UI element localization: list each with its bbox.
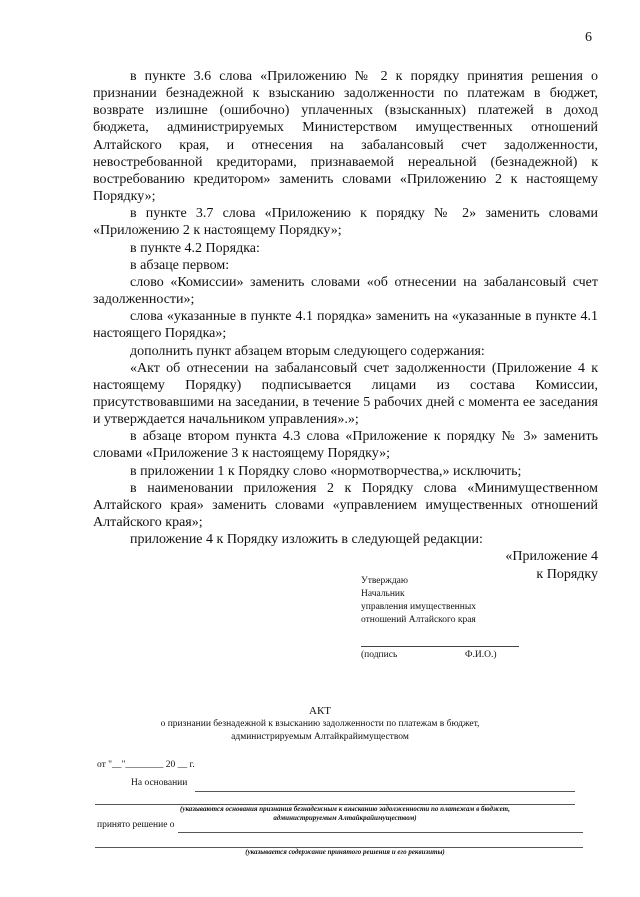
basis-note-line: администрируемым Алтайкрайимуществом)	[273, 814, 417, 822]
page-number: 6	[585, 30, 592, 45]
approval-line: Начальник	[361, 589, 405, 599]
basis-label: На основании	[131, 778, 188, 788]
date-line: от "__"________ 20 __ г.	[97, 760, 195, 770]
paragraph: в пункте 3.6 слова «Приложению № 2 к порядку принятия решения о признании безнадежной к взысканию задолженности по платежам в бюджет, возврате излишне (ошибочно) уплаченных (взысканных) платежей в доход бюджета, администрируемых Министерством имущественных отношений Алтайского края, и отнесения на забалансовый счет задолженности, невостребованной кредиторами, признаваемой нереальной (безнадежной) к востребованию кредитором» заменить словами «Приложению 2 к настоящему Порядку»;	[93, 69, 598, 205]
paragraph: приложение 4 к Порядку изложить в следующей редакции:	[130, 532, 483, 548]
paragraph: в пункте 3.7 слова «Приложению к порядку № 2» заменить словами «Приложению 2 к настоящему Порядку»;	[93, 206, 598, 239]
act-subtitle-line: администрируемым Алтайкрайимуществом	[231, 732, 409, 742]
paragraph: слово «Комиссии» заменить словами «об отнесении на забалансовый счет задолженности»;	[93, 274, 598, 308]
approval-line: отношений Алтайского края	[361, 615, 476, 625]
paragraph: в абзаце втором пункта 4.3 слова «Приложение к порядку № 3» заменить словами «Приложение 3 к настоящему Порядку»;	[93, 429, 598, 462]
fio-label: Ф.И.О.)	[465, 650, 497, 660]
appendix-ref-line2: к Порядку	[536, 566, 598, 582]
signature-line	[361, 646, 519, 660]
decision-note: (указывается содержание принятого решения и его реквизиты)	[245, 848, 445, 856]
decision-blank-line	[178, 832, 583, 833]
paragraph: в пункте 4.2 Порядка:	[130, 240, 260, 256]
appendix-ref-line1: «Приложение 4	[505, 549, 598, 565]
decision-label: принято решение о	[97, 820, 175, 830]
paragraph: слова «указанные в пункте 4.1 порядка» заменить на «указанные в пункте 4.1 настоящего Порядка»;	[93, 309, 598, 342]
act-subtitle	[100, 718, 540, 744]
basis-note-line: (указываются основания признания безнадежным к взысканию задолженности по платежам в бюджет,	[180, 805, 510, 813]
paragraph: «Акт об отнесении на забалансовый счет задолженности (Приложение 4 к настоящему Порядку) подписывается лицами из состава Комиссии, присутствовавшими на заседании, в течение 5 рабочих дней с момента ее заседания и утверждается начальником управления».»;	[93, 360, 598, 428]
approval-line: управления имущественных	[361, 602, 476, 612]
paragraph: в абзаце первом:	[130, 257, 230, 273]
approval-block	[361, 575, 476, 627]
basis-blank-line	[195, 791, 575, 792]
act-title: АКТ	[309, 705, 331, 717]
body-text	[93, 68, 598, 583]
approval-line: Утверждаю	[361, 576, 408, 586]
act-subtitle-line: о признании безнадежной к взысканию задолженности по платежам в бюджет,	[160, 719, 480, 729]
paragraph: в наименовании приложения 2 к Порядку слова «Минимущественном Алтайского края» заменить словами «управлением имущественных отношений Алтайского края»;	[93, 480, 598, 531]
paragraph: в приложении 1 к Порядку слово «нормотворчества,» исключить;	[130, 463, 522, 479]
paragraph: дополнить пункт абзацем вторым следующего содержания:	[130, 343, 485, 359]
signature-label: (подпись	[361, 650, 398, 660]
